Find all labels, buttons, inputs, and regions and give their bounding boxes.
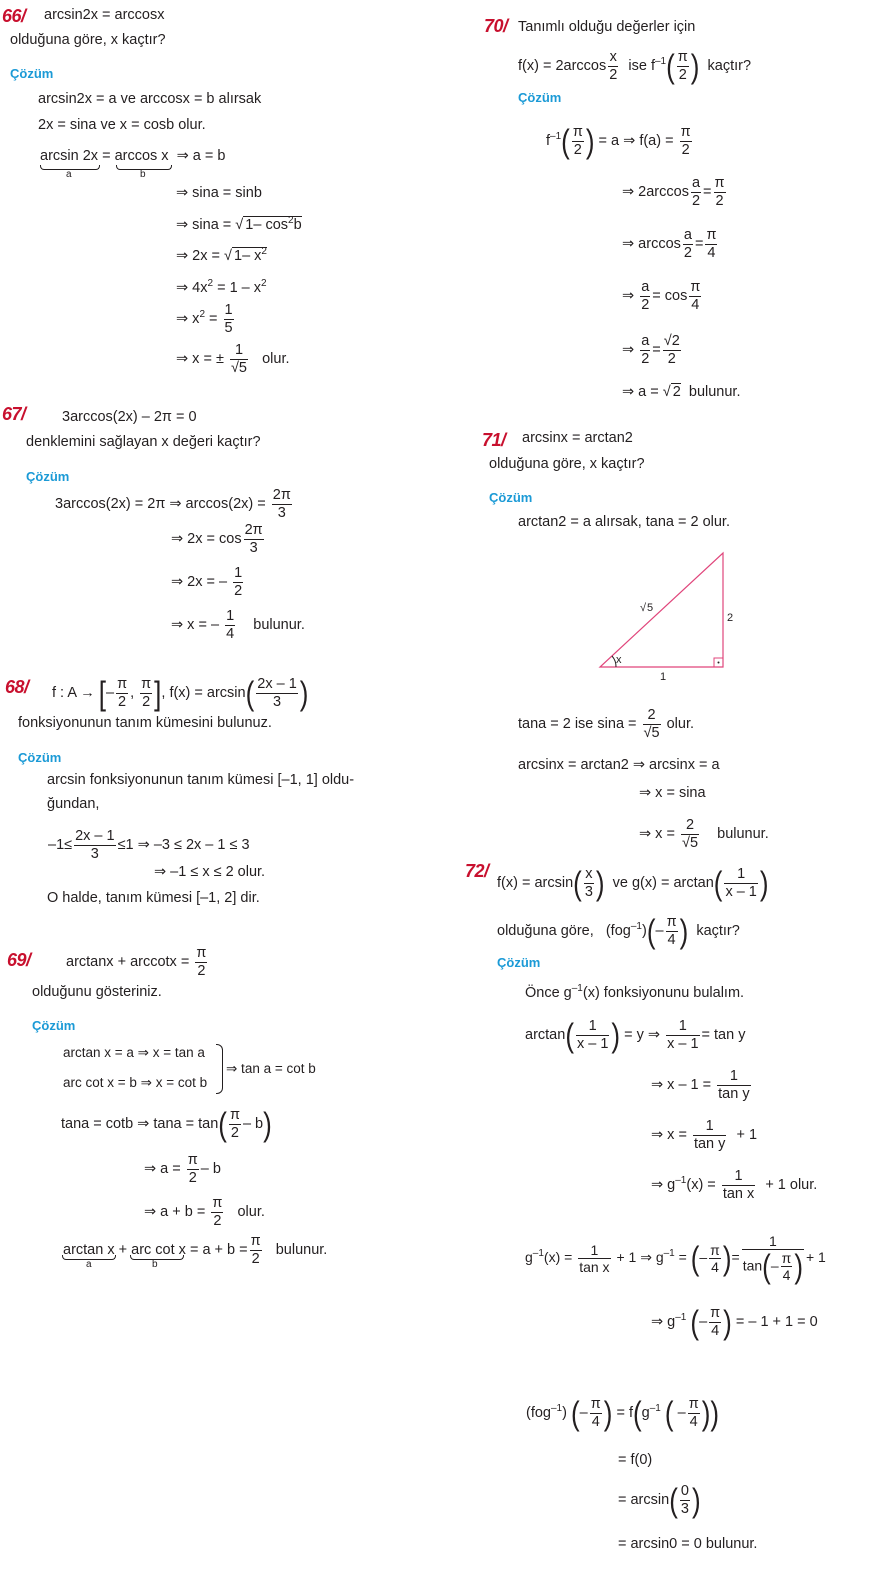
question-text: olduğunu gösteriniz.	[32, 984, 162, 1000]
adjacent-label: 1	[660, 671, 667, 683]
equation-line: = f(0)	[618, 1452, 653, 1468]
equation-line: (fog$^{-1}$) (– $\frac{\pi}{4}$ ) = $f(g^{-1}$ ( – $\frac{\pi}{4}$ ))	[526, 1393, 720, 1433]
equation-line: ⇒ $4x^2 = 1 - x^2$	[176, 278, 267, 296]
equation-line: ⇒ x = $\frac{2}{√5}$ bulunur.	[639, 817, 769, 851]
solution-heading: Çözüm	[497, 955, 541, 970]
equation-line: arc cot x = b ⇒ x = cot b	[63, 1075, 208, 1090]
solution-line: Önce $g^{-1}(x)$ fonksiyonunu bulalım.	[525, 983, 745, 1001]
equation-line: –1≤ $\frac{2x - 1}{3}$ ≤1 ⇒ –3 ≤ 2x – 1 ≤ 3	[48, 828, 250, 862]
question-text: f(x) = 2arccos $\frac{x}{2}$ ise $f^{-1}$( $\frac{\pi}{2}$ ) kaçtır?	[518, 46, 752, 86]
underbrace-label: a	[86, 1259, 92, 1270]
equation-line: ⇒ $\frac{a}{2}$ = $\frac{√2}{2}$	[622, 333, 680, 367]
equation-line: ⇒ 2arccos $\frac{a}{2}$ = $\frac{\pi}{2}$	[622, 175, 725, 209]
question-text: arcsinx = arctan2	[522, 430, 633, 446]
underbrace-label: b	[152, 1259, 158, 1270]
problem-number: 68/	[5, 677, 29, 697]
equation-line: ⇒ $g^{-1}(x)$ = $\frac{1}{\text{tan x}}$ + 1 olur.	[651, 1168, 818, 1202]
triangle	[600, 553, 723, 667]
equation-line: ⇒ arccos $\frac{a}{2}$ = $\frac{\pi}{4}$	[622, 227, 717, 261]
question-text: olduğuna göre, x kaçtır?	[489, 456, 645, 472]
solution-line: arcsin2x = a ve arccosx = b alırsak	[38, 91, 262, 107]
equation-line: ⇒ $x^2$ = $\frac{1}{5}$	[176, 302, 233, 336]
equation-line: ⇒ sina = sinb	[176, 185, 262, 201]
underbrace-label: b	[140, 169, 146, 180]
question-text: arcsin2x = arccosx	[44, 7, 165, 23]
question-text: denklemini sağlayan x değeri kaçtır?	[26, 434, 261, 450]
solution-line: arcsin fonksiyonunun tanım kümesi [–1, 1] oldu-	[47, 772, 355, 788]
equation-line: 3arccos(2x) = 2π ⇒ arccos(2x) = $\frac{2\pi}{3}$	[55, 487, 291, 521]
solution-line: ğundan,	[47, 796, 100, 812]
equation-line: arctan x + arc cot x = a + b = $\frac{\pi}{2}$ bulunur.	[63, 1233, 328, 1267]
equation-line: ⇒ x = – $\frac{1}{4}$ bulunur.	[171, 608, 305, 642]
angle-label: x	[616, 654, 622, 666]
equation-line: = arcsin0 = 0 bulunur.	[618, 1536, 758, 1552]
solution-line: 2x = sina ve x = cosb olur.	[38, 117, 206, 133]
equation-line: ⇒ x = $\frac{1}{\text{tan y}}$ + 1	[651, 1118, 758, 1152]
equation-line: $g^{-1}(x)$ = $\frac{1}{\text{tan x}}$ + 1 ⇒ $g^{-1}$ = (– $\frac{\pi}{4}$ )= 1 tan(– $\frac{\pi}{4}$ ) + 1	[525, 1233, 826, 1286]
equation-line: arcsin 2x = arccos x ⇒ a = b	[40, 148, 226, 164]
right-brace	[216, 1044, 223, 1094]
equation-line: ⇒ $g^{-1}$ (– $\frac{\pi}{4}$ ) = – 1 + 1 = 0	[651, 1302, 818, 1342]
equation-line: ⇒ $\frac{a}{2}$ = cos $\frac{\pi}{4}$	[622, 279, 701, 313]
equation-line: ⇒ –1 ≤ x ≤ 2 olur.	[154, 864, 266, 880]
equation-line: ⇒ a + b = $\frac{\pi}{2}$ olur.	[144, 1195, 265, 1229]
question-text: fonksiyonunun tanım kümesini bulunuz.	[18, 715, 272, 731]
hypotenuse-label: 5	[647, 602, 654, 614]
problem-number: 70/	[484, 16, 508, 36]
right-triangle-diagram	[590, 545, 740, 685]
question-text: 3arccos(2x) – 2π = 0	[62, 409, 197, 425]
question-text: olduğuna göre, x kaçtır?	[10, 32, 166, 48]
right-angle-dot	[718, 662, 720, 664]
equation-line: ⇒ x = sina	[639, 785, 706, 801]
solution-heading: Çözüm	[518, 90, 562, 105]
equation-line: $f^{-1}$( $\frac{\pi}{2}$ ) = a ⇒ f(a) = $\frac{\pi}{2}$	[546, 121, 691, 161]
problem-number: 69/	[7, 950, 31, 970]
problem-number: 71/	[482, 430, 506, 450]
equation-line: arctan( $\frac{1}{x - 1}$ ) = y ⇒ $\frac{1}{x - 1}$ = tan y	[525, 1015, 746, 1055]
equation-line: ⇒ 2x = cos $\frac{2\pi}{3}$	[171, 522, 263, 556]
equation-line: ⇒ 2x = √ 1– $x^2$	[176, 246, 267, 264]
solution-heading: Çözüm	[26, 469, 70, 484]
equation-line: ⇒ sina = √ 1– $\cos^2b$	[176, 215, 302, 233]
question-text: f : A → [– $\frac{\pi}{2}$ , $\frac{\pi}{2}$ ], f(x) = arcsin( $\frac{2x - 1}{3}$ )	[52, 673, 309, 713]
underbrace-label: a	[66, 169, 72, 180]
problem-number: 72/	[465, 861, 489, 881]
question-text: Tanımlı olduğu değerler için	[518, 19, 696, 35]
equation-line: arctan x = a ⇒ x = tan a	[63, 1045, 205, 1060]
question-text: f(x) = arcsin( $\frac{x}{3}$ ) ve g(x) = arctan( $\frac{1}{x - 1}$ )	[497, 863, 769, 903]
question-text: arctanx + arccotx = $\frac{\pi}{2}$	[66, 945, 207, 979]
solution-line: O halde, tanım kümesi [–1, 2] dir.	[47, 890, 260, 906]
equation-line: tana = 2 ise sina = $\frac{2}{√5}$ olur.	[518, 707, 695, 741]
question-text: olduğuna göre, (fog$^{-1}$)(– $\frac{\pi}{4}$ ) kaçtır?	[497, 911, 740, 951]
problem-number: 67/	[2, 404, 26, 424]
solution-heading: Çözüm	[489, 490, 533, 505]
equation-line: = arcsin( $\frac{0}{3}$ )	[618, 1480, 701, 1520]
hypotenuse-radical: √	[640, 602, 647, 614]
opposite-label: 2	[727, 612, 734, 624]
equation-line: ⇒ x – 1 = $\frac{1}{\text{tan y}}$	[651, 1068, 750, 1102]
problem-number: 66/	[2, 6, 26, 26]
equation-line: ⇒ x = ± $\frac{1}{√5}$ olur.	[176, 342, 290, 376]
solution-heading: Çözüm	[18, 750, 62, 765]
equation-line: ⇒ a = $\frac{\pi}{2}$ – b	[144, 1152, 221, 1186]
equation-line: arcsinx = arctan2 ⇒ arcsinx = a	[518, 757, 720, 773]
equation-line: ⇒ tan a = cot b	[226, 1061, 316, 1076]
equation-line: ⇒ a = √ 2 bulunur.	[622, 384, 741, 400]
solution-heading: Çözüm	[10, 66, 54, 81]
solution-line: arctan2 = a alırsak, tana = 2 olur.	[518, 514, 730, 530]
solution-heading: Çözüm	[32, 1018, 76, 1033]
equation-line: tana = cotb ⇒ tana = tan( $\frac{\pi}{2}$ – b)	[61, 1104, 272, 1144]
equation-line: ⇒ 2x = – $\frac{1}{2}$	[171, 565, 243, 599]
